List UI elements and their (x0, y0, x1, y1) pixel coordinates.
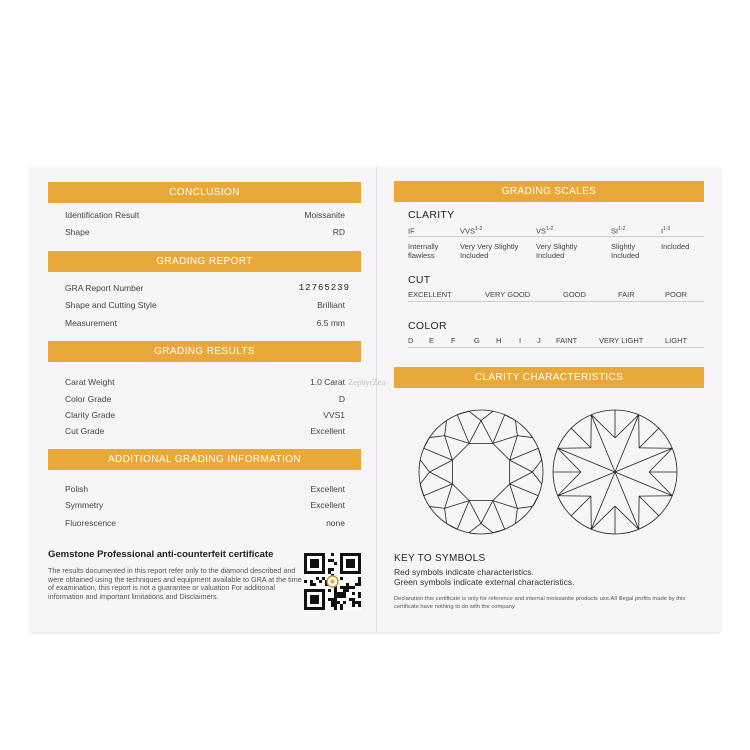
additional-info-row (65, 483, 345, 495)
grading-report-row (65, 282, 350, 294)
grading-results-header: GRADING RESULTS (48, 341, 361, 362)
certificate-sheet (30, 167, 720, 632)
row-value: Brilliant (317, 300, 345, 310)
grading-results-row (65, 409, 345, 421)
row-value: RD (332, 227, 345, 237)
row-label: Cut Grade (65, 426, 105, 436)
conclusion-row (65, 209, 345, 221)
row-value: Excellent (310, 484, 345, 494)
clarity-heading: CLARITY (408, 209, 455, 221)
clarity-grade-vvs: VVS$^{1-2}$ (460, 226, 483, 236)
row-label: Carat Weight (65, 377, 115, 387)
clarity-grade-si: SI$^{1-2}$ (611, 226, 626, 236)
row-label: Shape (65, 227, 90, 237)
clarity-grade-if: IF (408, 226, 415, 236)
color-grade: LIGHT (665, 336, 688, 345)
row-value: none (326, 518, 345, 528)
clarity-grade-i: $I^{1-3}$ (661, 226, 671, 236)
row-label: GRA Report Number (65, 283, 144, 293)
grading-report-row (65, 299, 345, 311)
grading-report-header: GRADING REPORT (48, 251, 361, 272)
conclusion-header: CONCLUSION (48, 182, 361, 203)
divider (408, 347, 704, 348)
row-label: Symmetry (65, 500, 104, 510)
row-label: Clarity Grade (65, 410, 116, 420)
grading-results-row (65, 393, 345, 405)
diamond-pavilion-diagram (550, 407, 680, 537)
divider (408, 236, 704, 237)
color-grade: D (408, 336, 414, 345)
color-grade: I (519, 336, 522, 345)
color-grade: H (496, 336, 502, 345)
additional-info-row (65, 499, 345, 511)
row-value: Excellent (310, 426, 345, 436)
watermark: ZephyrZea (348, 377, 386, 387)
key-red-text: Red symbols indicate characteristics. (394, 567, 534, 577)
certificate-title: Gemstone Professional anti-counterfeit certificate (48, 549, 274, 560)
clarity-grade-vs: VS$^{1-2}$ (536, 226, 554, 236)
row-value: Moissanite (304, 210, 345, 220)
left-page (30, 167, 376, 632)
key-symbols-title: KEY TO SYMBOLS (394, 553, 486, 564)
color-grade: FAINT (556, 336, 578, 345)
row-label: Color Grade (65, 394, 112, 404)
page-fold (376, 167, 377, 632)
grading-results-row (65, 376, 345, 388)
clarity-desc: Very Very Slightly Included (460, 242, 519, 260)
clarity-desc: Internally flawless (408, 242, 439, 260)
key-green-text: Green symbols indicate external characteristics. (394, 577, 575, 587)
color-grade: VERY LIGHT (599, 336, 644, 345)
row-label: Shape and Cutting Style (65, 300, 157, 310)
diamond-crown-diagram (416, 407, 546, 537)
color-grade: G (474, 336, 480, 345)
row-value: Excellent (310, 500, 345, 510)
color-grade: E (429, 336, 435, 345)
row-label: Identification Result (65, 210, 140, 220)
row-value: D (338, 394, 345, 404)
color-heading: COLOR (408, 320, 447, 332)
certificate-text: The results documented in this report refer only to the diamond described and were obtained using the techniques and equipment available to GRA at the time of examination, this report is not a guarantee or valuation For additional information and important limitations and Disclaimers. (48, 566, 302, 601)
grading-results-row (65, 425, 345, 437)
cut-grade: EXCELLENT (408, 290, 452, 299)
row-label: Polish (65, 484, 89, 494)
row-value: VVS1 (323, 410, 345, 420)
right-page (390, 167, 710, 632)
cut-heading: CUT (408, 274, 431, 286)
row-label: Measurement (65, 318, 117, 328)
additional-info-row (65, 517, 345, 529)
clarity-characteristics-header: CLARITY CHARACTERISTICS (394, 367, 704, 388)
cut-grade: FAIR (618, 290, 635, 299)
color-grade: F (451, 336, 456, 345)
additional-info-header: ADDITIONAL GRADING INFORMATION (48, 449, 361, 470)
cut-grade: POOR (665, 290, 688, 299)
conclusion-row (65, 226, 345, 238)
clarity-desc: Very Slightly Included (536, 242, 578, 260)
cut-grade: VERY GOOD (485, 290, 531, 299)
grading-report-row (65, 317, 345, 329)
row-value: 1.0 Carat (310, 377, 345, 387)
divider (408, 301, 704, 302)
cut-grade: GOOD (563, 290, 586, 299)
clarity-desc: Slightly Included (611, 242, 640, 260)
report-number: 12765239 (298, 283, 350, 293)
row-value: 6.5 mm (316, 318, 345, 328)
clarity-desc: Included (661, 242, 690, 251)
declaration-text: Declaration:this certificate is only for reference and internal moissanite products use.All illegal profits made by this certificate have nothing to do with the company (394, 596, 686, 610)
row-label: Fluorescence (65, 518, 117, 528)
color-grade: J (537, 336, 541, 345)
qr-code-icon[interactable] (304, 553, 361, 610)
grading-scales-header: GRADING SCALES (394, 181, 704, 202)
